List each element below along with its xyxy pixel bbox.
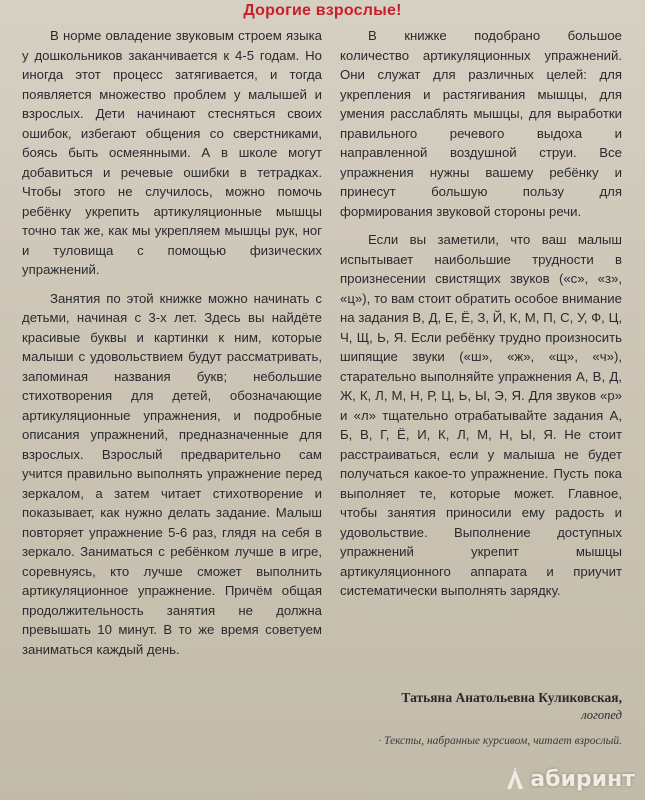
- labyrinth-letter-l-icon: [502, 766, 528, 792]
- watermark-text: абиринт: [530, 766, 635, 792]
- left-column: [22, 26, 322, 668]
- author-name: Татьяна Анатольевна Куликовская,: [401, 690, 622, 705]
- paragraph: Если вы заметили, что ваш малыш испытывает наибольшие трудности в произнесении свистящих звуков («с», «з», «ц»), то вам стоит обратить особое внимание на задания В, Д, Е, Ё, З, Й, К, М, П, С, У, Ф, Ц, Ч, Щ, Ь, Я. Если ребёнку трудно произносить шипящие звуки («ш», «ж», «щ», «ч»), старательно выполняйте упражнения А, В, Д, Ж, К, Л, М, Н, Р, Ц, Ь, Ы, Э, Я. Для звуков «р» и «л» тщательно отрабатывайте задания А, Б, В, Г, Ё, И, К, Л, М, Н, Ы, Я. Не стоит расстраиваться, если у малыша не будет получаться какое-то упражнение. Пусть пока выполняет те, которые может. Главное, чтобы занятия приносили ему радость и удовольствие. Выполнение доступных упражнений укрепит мышцы артикуляционного аппарата и приучит систематически выполнять зарядку.: [340, 232, 622, 598]
- footnote: · Тексты, набранные курсивом, читает взрослый.: [378, 735, 622, 747]
- paragraph: В книжке подобрано большое количество артикуляционных упражнений. Они служат для различных целей: для укрепления и растягивания мышцы, для умения расслаблять мышцы, для выработки правильного речевого выдоха и направленной воздушной струи. Все упражнения нужны вашему ребёнку и принесут большую пользу для формирования звуковой стороны речи.: [340, 28, 622, 219]
- right-column: [340, 26, 622, 610]
- page-title: Дорогие взрослые!: [243, 2, 402, 19]
- watermark: [502, 766, 635, 792]
- author-role: логопед: [581, 708, 622, 722]
- paragraph: Занятия по этой книжке можно начинать с детьми, начиная с 3-х лет. Здесь вы найдёте красивые буквы и картинки к ним, которые малыши с удовольствием будут рассматривать, запоминая названия букв; небольшие стихотворения для детей, обозначающие артикуляционные упражнения, и подробные описания упражнений, предназначенные для взрослых. Взрослый предварительно сам учится правильно выполнять упражнение перед зеркалом, а затем читает стихотворение и показывает, как нужно делать задание. Малыш повторяет упражнение 5-6 раз, глядя на себя в зеркало. Заниматься с ребёнком лучше в игре, соревнуясь, кто лучше сможет выполнить артикуляционное упражнение. Причём общая продолжительность занятия не должна превышать 10 минут. В то же время советуем заниматься каждый день.: [22, 290, 322, 657]
- paragraph: В норме овладение звуковым строем языка у дошкольников заканчивается к 4-5 годам. Но иногда этот процесс затягивается, и тогда появляется множество проблем у малышей и взрослых. Дети начинают стесняться своих ошибок, избегают общения со сверстниками, боясь быть осмеянными. А в школе могут добавиться и речевые ошибки в тетрадках. Чтобы этого не случилось, можно помочь ребёнку укрепить артикуляционные мышцы точно так же, как мы укрепляем мышцы рук, ног и туловища с помощью физических упражнений.: [22, 28, 322, 277]
